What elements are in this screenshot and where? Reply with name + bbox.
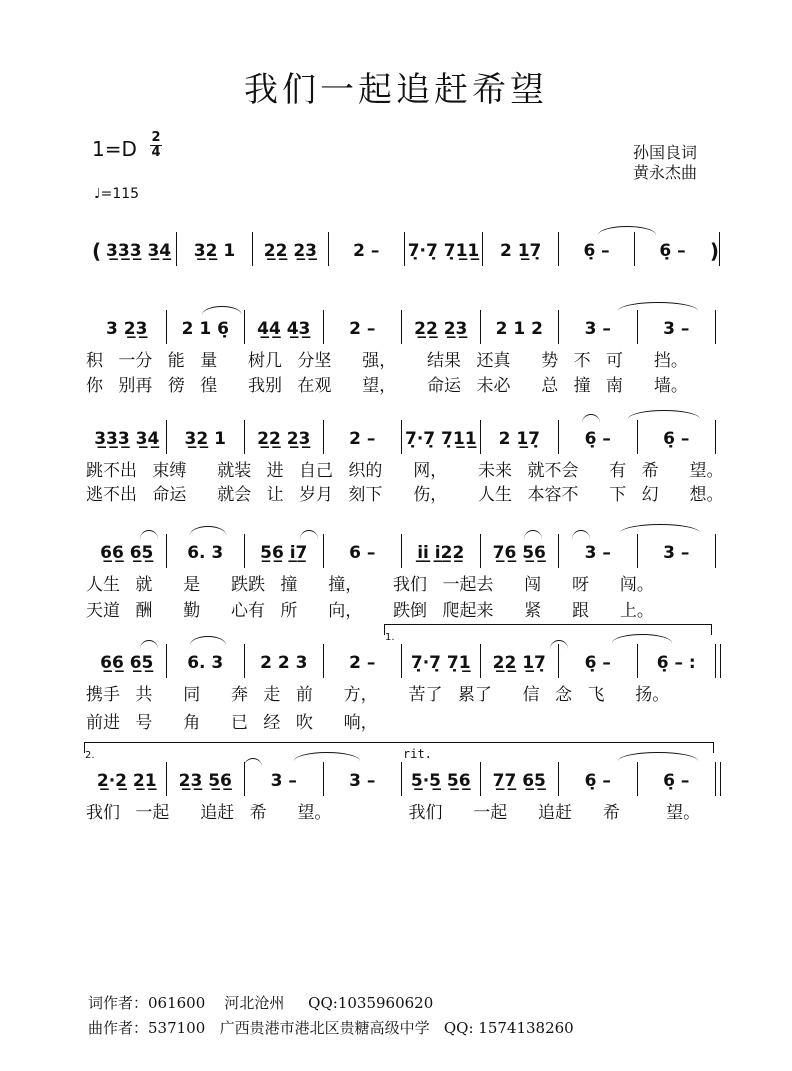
measure: i̲i̲ i̲2̲2̲	[417, 543, 465, 563]
measure: 6̣ –	[659, 241, 686, 261]
measure: 6̣ –	[663, 771, 690, 791]
measure: 3̲2̲ 1	[193, 241, 236, 261]
composer-credit: 黄永杰曲	[633, 163, 698, 182]
slur	[612, 634, 672, 643]
barline	[715, 420, 716, 454]
composer-contact: 曲作者：537100 广西贵港市港北区贵糖高级中学 QQ: 1574138260	[88, 1019, 574, 1037]
slur	[628, 410, 700, 419]
time-signature	[148, 131, 164, 160]
time-signature-top: 2	[151, 130, 161, 145]
ritardando-mark: rit.	[403, 747, 432, 761]
measure: 2 –	[349, 319, 376, 339]
measure: 2 1 6̣	[181, 319, 229, 339]
measure: 2̲·2̲ 2̲1̲	[96, 771, 157, 791]
lyricist-credit: 孙国良词	[633, 143, 698, 162]
lyric-line: 积 一分 能 量 树几 分坚 强， 结果 还真 势 不 可 挡。	[86, 351, 688, 371]
measure: 2̲2̲ 1̲7̣	[492, 653, 546, 673]
measure: 6̣ –	[584, 771, 611, 791]
barline	[715, 310, 716, 344]
measure: 7̣·7̣ 7̣1̲1̲	[405, 429, 477, 449]
measure: 3 –	[663, 319, 690, 339]
song-title: 我们一起追赶希望	[244, 70, 548, 110]
lyric-line: 人生 就 是 跌跌 撞 撞， 我们 一起去 闯 呀 闯。	[86, 575, 654, 595]
score-system-3	[88, 532, 716, 568]
measure: 5̲·5̲ 5̲6̲	[410, 771, 471, 791]
measure: 6̣ –	[584, 653, 611, 673]
close-paren: )	[709, 239, 720, 263]
measure: 2 –	[349, 653, 376, 673]
score-system-2	[88, 418, 716, 454]
measure: 2̲2̲ 2̲3̲	[414, 319, 468, 339]
measure: 3̲3̲3̲ 3̲4̲	[94, 429, 160, 449]
second-ending-number: 2.	[85, 750, 95, 761]
slur	[294, 752, 360, 761]
lyric-line: 我们 一起 追赶 希 望。 我们 一起 追赶 希 望。	[86, 803, 701, 823]
measure: 3 –	[270, 771, 297, 791]
measure: 3 –	[663, 543, 690, 563]
measure: 7̣·7̣ 7̣1̲	[410, 653, 471, 673]
slur	[598, 226, 656, 235]
measure: 3 2̲3̲	[106, 319, 148, 339]
measure: 2 –	[353, 241, 380, 261]
measure: 6̣ –	[663, 429, 690, 449]
measure: 3 –	[349, 771, 376, 791]
score-system-5	[88, 760, 716, 796]
measure: 3 –	[584, 543, 611, 563]
measure: 6̲6̲ 6̲5̲	[100, 543, 154, 563]
slur	[190, 526, 226, 535]
measure: 3 –	[584, 319, 611, 339]
tempo-marking: ♩=115	[94, 186, 140, 202]
repeat-barline	[715, 644, 716, 678]
barline	[719, 232, 720, 266]
lyric-line: 逃不出 命运 就会 让 岁月 刻下 伤， 人生 本容不 下 幻 想。	[86, 485, 724, 505]
measure: 2 1̲7̣	[498, 429, 540, 449]
measure: 6̣ –	[584, 429, 611, 449]
measure: 6̣ –	[583, 241, 610, 261]
measure: 2 2 3	[260, 653, 308, 673]
time-signature-bottom: 4	[151, 145, 161, 160]
measure: 7̲7̲ 6̲5̲	[492, 771, 546, 791]
measure: 4̲4̲ 4̲3̲	[257, 319, 311, 339]
score-system-intro	[92, 230, 720, 266]
measure: 6. 3	[187, 543, 224, 563]
measure: 6. 3	[187, 653, 224, 673]
measure: 6 –	[349, 543, 376, 563]
lyric-line: 天道 酬 勤 心有 所 向， 跌倒 爬起来 紧 跟 上。	[86, 601, 654, 621]
slur	[582, 414, 600, 423]
measure: 3̲2̲ 1	[184, 429, 226, 449]
measure: 6̲6̲ 6̲5̲	[100, 653, 154, 673]
lyric-line: 跳不出 束缚 就装 进 自己 织的 网， 未来 就不会 有 希 望。	[86, 461, 724, 481]
measure: 7̲6̲ 5̲6̲	[492, 543, 546, 563]
measure: 5̲6̲ i̲7̲	[260, 543, 308, 563]
measure: 2 –	[349, 429, 376, 449]
measure: 2̲3̲ 5̲6̲	[178, 771, 232, 791]
final-barline	[715, 762, 716, 796]
lyric-line: 前进 号 角 已 经 吹 响，	[86, 713, 378, 733]
score-system-4	[88, 642, 716, 678]
measure: 3̲3̲3̲ 3̲4̲	[106, 241, 172, 261]
barline	[715, 534, 716, 568]
key-signature: 1=D	[92, 137, 137, 161]
slur	[620, 524, 700, 533]
open-paren: (	[92, 239, 102, 263]
measure: 6̣ – :	[656, 653, 696, 673]
measure: 2 1 2	[495, 319, 543, 339]
lyricist-contact: 词作者：061600 河北沧州 QQ:1035960620	[88, 994, 434, 1012]
slur	[618, 752, 698, 761]
score-system-1	[88, 308, 716, 344]
measure: 2̲2̲ 2̲3̲	[263, 241, 317, 261]
slur	[190, 636, 226, 645]
slur	[618, 302, 698, 311]
lyric-line: 携手 共 同 奔 走 前 方， 苦了 累了 信 念 飞 扬。	[86, 685, 670, 705]
first-ending-bracket	[384, 624, 712, 643]
first-ending-number: 1.	[385, 632, 395, 643]
measure: 2 1̲7̣	[499, 241, 542, 261]
measure: 2̲2̲ 2̲3̲	[257, 429, 311, 449]
measure: 7̣·7̣ 7̣1̲1̲	[407, 241, 480, 261]
lyric-line: 你 别再 徬 徨 我别 在观 望， 命运 未必 总 撞 南 墙。	[86, 376, 688, 396]
